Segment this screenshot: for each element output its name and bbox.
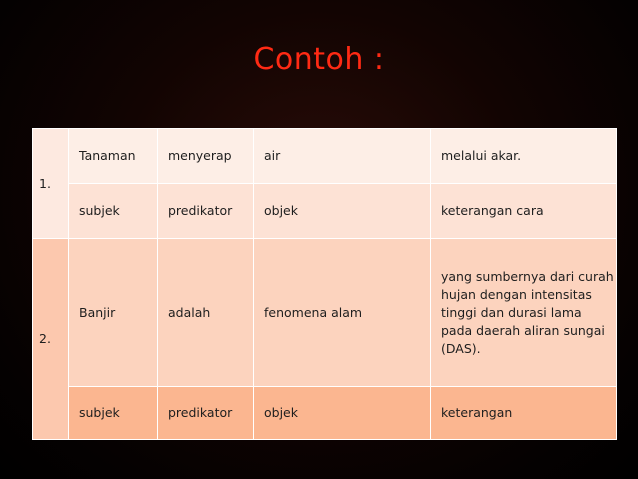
table-cell: objek — [254, 387, 431, 440]
table-cell: keterangan — [431, 387, 617, 440]
sentence-analysis-table — [32, 128, 617, 440]
row-number: 2. — [33, 239, 69, 440]
table-cell: subjek — [69, 387, 158, 440]
table-row — [33, 239, 617, 387]
table-cell: air — [254, 129, 431, 184]
table-cell: Banjir — [69, 239, 158, 387]
table-cell: yang sumbernya dari curah hujan dengan intensitas tinggi dan durasi lama pada daerah aliran sungai (DAS). — [431, 239, 617, 387]
table-cell: melalui akar. — [431, 129, 617, 184]
table-row — [33, 387, 617, 440]
table-cell: Tanaman — [69, 129, 158, 184]
table-cell: subjek — [69, 184, 158, 239]
table-row — [33, 184, 617, 239]
table-row — [33, 129, 617, 184]
slide-title: Contoh : — [253, 42, 385, 77]
table-cell: objek — [254, 184, 431, 239]
table-cell: adalah — [158, 239, 254, 387]
table-cell: menyerap — [158, 129, 254, 184]
table-cell: predikator — [158, 387, 254, 440]
table-cell: predikator — [158, 184, 254, 239]
table-cell: fenomena alam — [254, 239, 431, 387]
row-number: 1. — [33, 129, 69, 239]
table-cell: keterangan cara — [431, 184, 617, 239]
